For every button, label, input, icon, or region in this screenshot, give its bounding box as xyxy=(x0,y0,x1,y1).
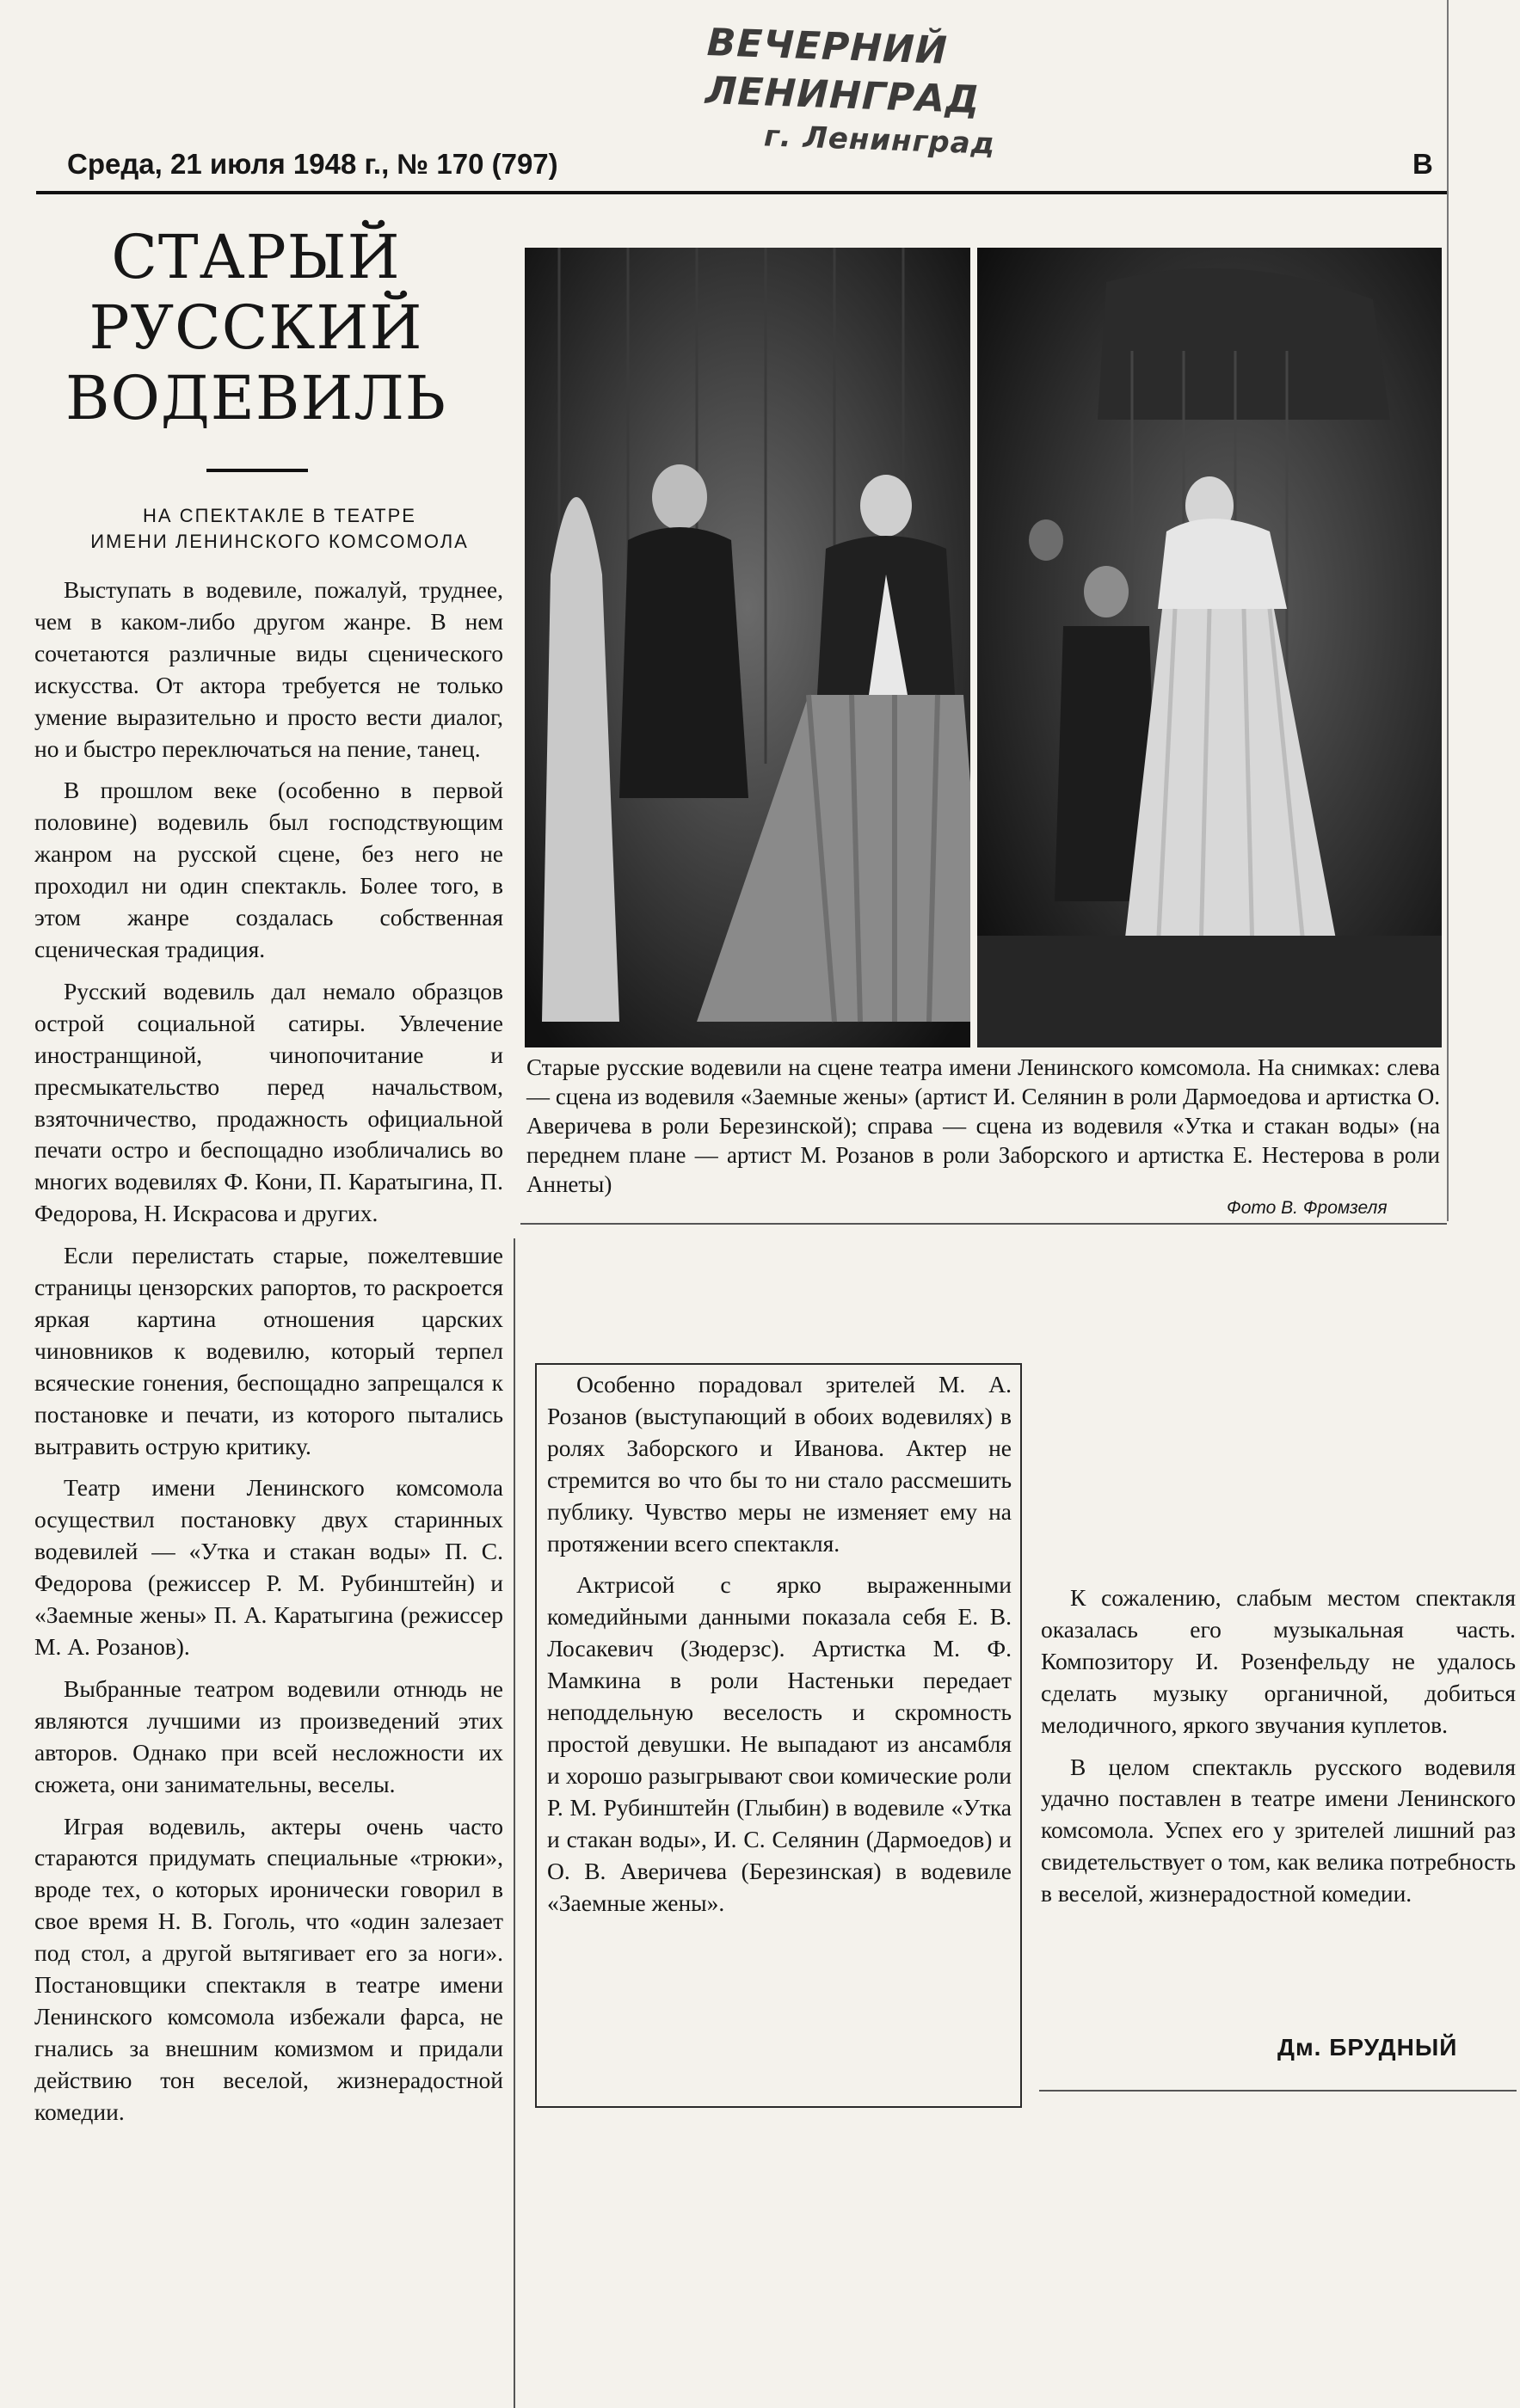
photo-caption: Старые русские водевили на сцене театра имени Ленинского комсомола. На снимках: слева — сцена из водевиля «Заемные жены» (артист И. Селянин в роли Дармоедова и артистка О. Аверичева в роли Березинской); справа — сцена из водевиля «Утка и стакан воды» (на переднем плане — артист М. Розанов в роли Заборского и артистка Е. Нестерова в роли Аннеты) xyxy=(526,1054,1440,1197)
column-divider xyxy=(514,1238,515,2408)
paragraph: Если перелистать старые, пожелтевшие страницы цензорских рапортов, то раскроется яркая картина отношения царских чиновников к водевилю, который терпел всяческие гонения, беспощадно запрещался к постановке и печати, из которого пытались вытравить острую критику. xyxy=(34,1242,503,1459)
issue-date: Среда, 21 июля 1948 г., № 170 (797) xyxy=(67,148,558,180)
article-subtitle xyxy=(52,503,508,555)
photo-left-scene xyxy=(525,248,970,1047)
paragraph: В прошлом веке (особенно в первой половине) водевиль был господствующим жанром на русской сцене, без него не проходил ни один спектакль. Более того, в этом жанре создалась собственная сценическая традиция. xyxy=(34,777,503,962)
paragraph: Русский водевиль дал немало образцов острой социальной сатиры. Увлечение иностранщиной, чинопочитание и пресмыкательство перед начальством, взяточничество, продажность официальной печати остро и беспощадно изобличались во многих водевилях Ф. Кони, П. Каратыгина, П. Федорова, Н. Искрасова и других. xyxy=(34,977,503,1227)
article-column-1 xyxy=(34,574,503,2402)
masthead-rule xyxy=(36,191,1449,194)
paragraph: Играя водевиль, актеры очень часто стараются придумать специальные «трюки», вроде тех, о которых иронически говорил в свое время Н. В. Гоголь, что «один залезает под стол, а другой вытягивает его за ноги». Постановщики спектакля в театре имени Ленинского комсомола избежали фарса, не гнались за внешним комизмом и придали действию тон веселой, жизнерадостной комедии. xyxy=(34,1812,503,2125)
right-border xyxy=(1447,0,1449,1221)
subtitle-line-2: ИМЕНИ ЛЕНИНСКОГО КОМСОМОЛА xyxy=(90,531,469,552)
photo-credit: Фото В. Фромзеля xyxy=(1227,1198,1388,1218)
paragraph: В целом спектакль русского водевиля удачно поставлен в театре имени Ленинского комсомола. Успех его у зрителей лишний раз свидетельствует о том, как велика потребность в веселой, жизнерадостной комедии. xyxy=(1041,1753,1516,1907)
page-corner-letter: В xyxy=(1412,148,1433,180)
article-column-3 xyxy=(1041,1582,1516,1920)
article-author: Дм. БРУДНЫЙ xyxy=(1277,2034,1458,2061)
caption-rule xyxy=(520,1223,1447,1225)
subtitle-line-1: НА СПЕКТАКЛЕ В ТЕАТРЕ xyxy=(143,505,416,526)
paragraph: Актрисой с ярко выраженными комедийными данными показала себя Е. В. Лосакевич (Зюдерзс). Артистка М. Ф. Мамкина в роли Настеньки передает неподдельную веселость и скромность простой девушки. Не выпадают из ансамбля и хорошо разыгрывают свои комические роли Р. М. Рубинштейн (Глыбин) в водевиле «Утка и стакан воды», И. С. Селянин (Дармоедов) и О. В. Аверичева (Березинская) в водевиле «Заемные жены». xyxy=(547,1571,1012,1916)
paragraph: Выбранные театром водевили отнюдь не являются лучшими из произведений этих авторов. Однако при всей несложности их сюжета, они занимательны, веселы. xyxy=(34,1674,503,1797)
headline-line-2: РУССКИЙ xyxy=(89,292,423,363)
column-3-bottom-rule xyxy=(1039,2090,1517,2092)
paragraph: Выступать в водевиле, пожалуй, труднее, чем в каком-либо другом жанре. В нем сочетаются различные виды сценического искусства. От актора требуется не только умение выразительно и просто вести диалог, но и быстро переключаться на пение, танец. xyxy=(34,576,503,762)
article-column-2 xyxy=(547,1369,1012,1929)
article-headline xyxy=(47,222,465,433)
paragraph: Особенно порадовал зрителей М. А. Розанов (выступающий в обоих водевилях) в ролях Заборского и Иванова. Актер не стремится во что бы то ни стало рассмешить публику. Чувство меры не изменяет ему на протяжении всего спектакля. xyxy=(547,1371,1012,1557)
photo-right-image xyxy=(977,248,1442,1047)
newspaper-stamp xyxy=(703,19,1103,167)
stamp-title: ВЕЧЕРНИЙ ЛЕНИНГРАД xyxy=(705,21,982,123)
headline-divider xyxy=(206,469,308,472)
stamp-city: г. Ленинград xyxy=(763,119,996,162)
headline-line-3: ВОДЕВИЛЬ xyxy=(65,363,446,433)
photo-left-image xyxy=(525,248,970,1047)
paragraph: Театр имени Ленинского комсомола осуществил постановку двух старинных водевилей — «Утка и стакан воды» П. С. Федорова (режиссер Р. М. Рубинштейн) и «Заемные жены» П. А. Каратыгина (режиссер М. А. Розанов). xyxy=(34,1474,503,1660)
paragraph: К сожалению, слабым местом спектакля оказалась его музыкальная часть. Композитору И. Розенфельду не удалось сделать музыку органичной, добиться мелодичного, яркого звучания куплетов. xyxy=(1041,1584,1516,1738)
headline-line-1: СТАРЫЙ xyxy=(111,222,401,292)
photo-right-scene xyxy=(977,248,1442,1047)
